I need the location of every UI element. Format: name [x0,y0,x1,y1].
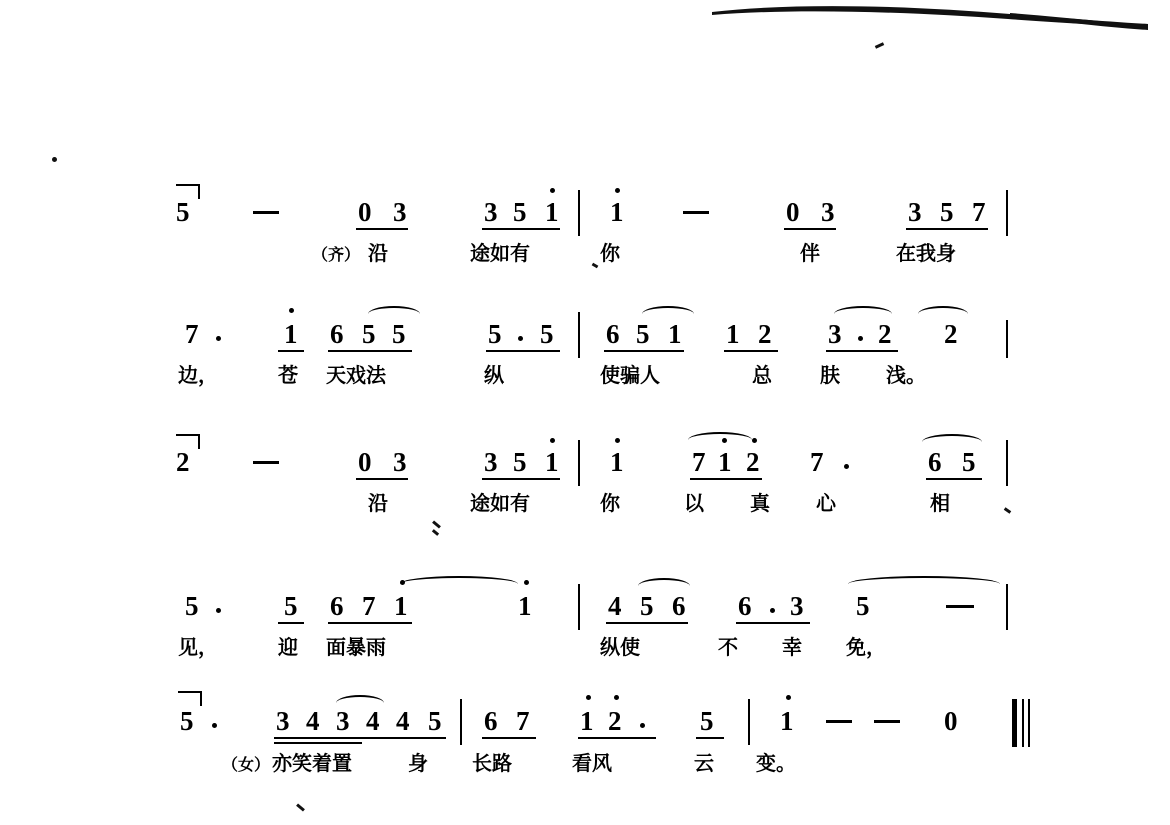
octave-dot-icon [615,188,620,193]
lyric-row-3 [0,493,1170,523]
note: 0 [358,447,372,477]
octave-dot-icon [586,695,591,700]
note: 1 [394,591,408,621]
lyric-char: 亦笑着置 [272,751,352,775]
note: 5 [856,591,870,621]
note: 7 [972,197,986,227]
note: 5 [513,447,527,477]
slur-arc [918,306,968,322]
note: 5 [176,197,190,227]
note: 2 [746,447,760,477]
octave-dot-icon [550,188,555,193]
notes-row-1 [0,186,1170,232]
notes-row-3 [0,436,1170,482]
barline [1006,584,1008,630]
octave-dot-icon [786,695,791,700]
beam [826,350,898,352]
octave-dot-icon [289,308,294,313]
lyric-char: 看风 [572,751,612,775]
augmentation-dot-icon [858,336,863,341]
note: 1 [545,447,559,477]
beam [328,350,412,352]
note: 3 [908,197,922,227]
octave-dot-icon [614,695,619,700]
note: 5 [185,591,199,621]
beam [724,350,778,352]
ink-speck [432,529,439,536]
augmentation-dot-icon [216,336,221,341]
lyric-char: 途如有 [470,491,530,515]
beam [356,478,408,480]
beam [696,737,724,739]
barline [1006,190,1008,236]
lyric-char: 不 [718,635,738,659]
barline [578,190,580,236]
note: 6 [738,591,752,621]
beam [274,737,446,739]
lyric-char: 苍 [278,363,298,387]
note: 6 [484,706,498,736]
octave-dot-icon [615,438,620,443]
beam [604,350,684,352]
notes-row-2 [0,308,1170,354]
lyric-char: 心 [816,491,836,515]
note: 4 [306,706,320,736]
lyric-char: 面暴雨 [326,635,386,659]
note: 5 [488,319,502,349]
note: 7 [516,706,530,736]
beam [278,622,304,624]
beam [736,622,810,624]
beam [482,478,560,480]
beam [278,350,304,352]
lyric-char: 见， [178,635,218,659]
note: 0 [358,197,372,227]
lyric-char: 迎 [278,635,298,659]
lyric-char: 幸 [782,635,802,659]
note: 1 [545,197,559,227]
lyric-part-marker: （齐） [312,245,361,264]
note: 2 [944,319,958,349]
barline [578,312,580,358]
lyric-char: 天戏法 [326,363,386,387]
note: 3 [484,447,498,477]
lyric-char: 相 [930,491,950,515]
barline [748,699,750,745]
sustain-dash [253,461,279,464]
sustain-dash [946,605,974,608]
slur-arc [368,306,420,322]
note: 5 [940,197,954,227]
note: 3 [393,197,407,227]
note: 7 [362,591,376,621]
phrase-hook-icon [178,691,202,706]
octave-dot-icon [524,580,529,585]
note: 2 [176,447,190,477]
decorative-ink-stroke [710,0,1150,30]
lyric-char: 你 [600,491,620,515]
lyric-row-2 [0,365,1170,395]
slur-arc [336,695,384,711]
note: 1 [580,706,594,736]
slur-arc [834,306,892,322]
note: 5 [362,319,376,349]
augmentation-dot-icon [844,464,849,469]
slur-arc [638,578,690,594]
note: 7 [692,447,706,477]
note: 1 [518,591,532,621]
note: 1 [610,447,624,477]
note: 5 [640,591,654,621]
lyric-char: 沿 [368,491,388,515]
note: 2 [758,319,772,349]
beam [784,228,836,230]
note: 6 [928,447,942,477]
lyric-char: 变。 [756,751,796,775]
lyric-char: 总 [752,363,772,387]
augmentation-dot-icon [216,608,221,613]
lyric-row-4 [0,637,1170,667]
note: 3 [336,706,350,736]
final-barline-thin [1028,699,1030,747]
lyric-char: 伴 [800,241,820,265]
beam [482,228,560,230]
sustain-dash [253,211,279,214]
note: 3 [828,319,842,349]
barline [1006,320,1008,358]
note: 4 [366,706,380,736]
beam [482,737,536,739]
note: 5 [392,319,406,349]
sustain-dash [826,720,852,723]
octave-dot-icon [550,438,555,443]
barline [460,699,462,745]
note: 2 [878,319,892,349]
slur-arc [400,576,518,592]
note: 7 [185,319,199,349]
note: 3 [821,197,835,227]
note: 5 [636,319,650,349]
lyric-char: 肤 [820,363,840,387]
lyric-char: 纵使 [600,635,640,659]
beam [356,228,408,230]
beam [486,350,560,352]
barline [1006,440,1008,486]
lyric-row-5 [0,753,1170,783]
note: 5 [540,319,554,349]
beam [328,622,412,624]
note: 3 [393,447,407,477]
beam [606,622,688,624]
note: 5 [513,197,527,227]
note: 1 [780,706,794,736]
beam [906,228,988,230]
final-barline-thin [1022,699,1024,747]
beam [578,737,656,739]
slur-arc [848,576,1000,592]
slur-arc [688,432,752,448]
lyric-char: 途如有 [470,241,530,265]
note: 4 [396,706,410,736]
lyric-char: 使骗人 [600,363,660,387]
slur-arc [922,434,982,450]
lyric-char: 身 [408,751,428,775]
barline [578,584,580,630]
lyric-part-marker: （女） [222,755,271,774]
note: 7 [810,447,824,477]
note: 1 [726,319,740,349]
sustain-dash [874,720,900,723]
augmentation-dot-icon [518,336,523,341]
lyric-row-1 [0,243,1170,273]
note: 2 [608,706,622,736]
note: 5 [428,706,442,736]
notes-row-4 [0,580,1170,626]
augmentation-dot-icon [770,608,775,613]
note: 4 [608,591,622,621]
note: 1 [718,447,732,477]
augmentation-dot-icon [640,723,645,728]
note: 3 [276,706,290,736]
slur-arc [642,306,694,322]
note: 5 [700,706,714,736]
beam [274,742,362,744]
lyric-char: 云 [694,751,714,775]
note: 0 [786,197,800,227]
note: 6 [330,591,344,621]
note: 1 [284,319,298,349]
octave-dot-icon [752,438,757,443]
note: 6 [606,319,620,349]
lyric-char: 真 [750,491,770,515]
ink-speck [52,157,57,162]
beam [926,478,982,480]
lyric-char: 长路 [472,751,512,775]
note: 0 [944,706,958,736]
lyric-char: 在我身 [896,241,956,265]
note: 5 [180,706,194,736]
barline [578,440,580,486]
note: 6 [672,591,686,621]
final-barline [1012,699,1017,747]
lyric-char: 你 [600,241,620,265]
note: 1 [610,197,624,227]
lyric-char: 纵 [484,363,504,387]
notes-row-5 [0,695,1170,741]
sustain-dash [683,211,709,214]
beam [690,478,762,480]
ink-speck [296,803,305,811]
note: 1 [668,319,682,349]
note: 5 [284,591,298,621]
note: 5 [962,447,976,477]
ink-speck [875,42,884,49]
note: 3 [484,197,498,227]
lyric-char: 免， [846,635,886,659]
augmentation-dot-icon [212,723,217,728]
note: 6 [330,319,344,349]
lyric-char: 沿 [368,241,388,265]
note: 3 [790,591,804,621]
lyric-char: 浅。 [886,363,926,387]
lyric-char: 以 [684,491,704,515]
lyric-char: 边， [178,363,218,387]
